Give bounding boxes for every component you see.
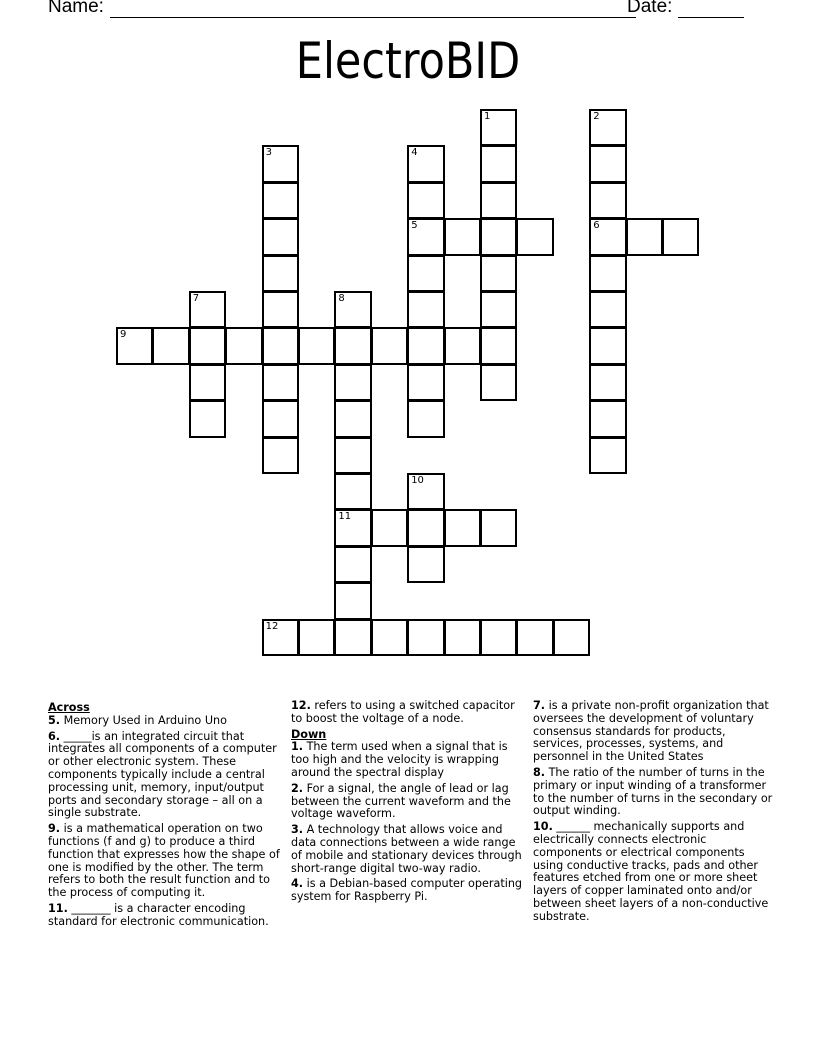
grid-cell[interactable] xyxy=(407,182,444,219)
grid-cell[interactable] xyxy=(189,400,226,437)
grid-cell[interactable] xyxy=(334,400,371,437)
grid-cell[interactable] xyxy=(589,182,626,219)
grid-cell[interactable] xyxy=(152,327,189,364)
grid-cell[interactable] xyxy=(589,400,626,437)
clue-across-6: 6. _____is an integrated circuit that integrates all components of a computer or other electronic system. These components typically include a central processing unit, memory, input/output ports and secondary storage – all on a single substrate. xyxy=(48,729,277,820)
grid-cell[interactable] xyxy=(262,400,299,437)
grid-cell[interactable] xyxy=(589,109,626,146)
clues-column-3 xyxy=(533,700,773,927)
name-label: Name: xyxy=(48,0,104,17)
clue-down-10: 10. ______ mechanically supports and electrically connects electronic components or electrical components using conductive tracks, pads and other features etched from one or more sheet layers of copper laminated onto and/or between sheet layers of a non-conductive substrate. xyxy=(533,820,769,923)
grid-cell[interactable] xyxy=(262,437,299,474)
clue-number: 2 xyxy=(593,111,600,122)
clue-number: 8 xyxy=(338,293,345,304)
grid-cell[interactable] xyxy=(334,582,371,619)
grid-cell[interactable] xyxy=(407,145,444,182)
clue-down-1: 1. The term used when a signal that is too high and the velocity is wrapping around the spectral display xyxy=(291,740,508,779)
grid-cell[interactable] xyxy=(480,218,517,255)
clue-down-2: 2. For a signal, the angle of lead or lag between the current waveform and the voltage waveform. xyxy=(291,781,511,821)
grid-cell[interactable] xyxy=(407,400,444,437)
clue-number: 10 xyxy=(411,475,424,486)
grid-cell[interactable] xyxy=(589,437,626,474)
clue-number: 7 xyxy=(192,293,200,304)
puzzle-title: ElectroBID xyxy=(295,32,521,90)
clue-across-12: 12. refers to using a switched capacitor to boost the voltage of a node. xyxy=(291,699,515,725)
grid-cell[interactable] xyxy=(516,619,553,656)
grid-cell[interactable] xyxy=(516,218,553,255)
grid-cell[interactable] xyxy=(262,364,299,401)
grid-cell[interactable] xyxy=(298,619,335,656)
grid-cell[interactable] xyxy=(480,327,517,364)
grid-cell[interactable] xyxy=(334,473,371,510)
grid-cell[interactable] xyxy=(662,218,699,255)
clue-number: 6 xyxy=(593,220,600,232)
grid-cell[interactable] xyxy=(480,619,517,656)
grid-cell[interactable] xyxy=(480,291,517,328)
clue-number: 1 xyxy=(484,111,491,122)
grid-cell[interactable] xyxy=(407,473,444,510)
date-label: Date: xyxy=(627,0,673,17)
grid-cell[interactable] xyxy=(444,218,481,255)
grid-cell[interactable] xyxy=(334,291,371,328)
grid-cell[interactable] xyxy=(407,619,444,656)
clue-number: 3 xyxy=(265,147,272,159)
grid-cell[interactable] xyxy=(407,255,444,292)
across-heading: Across xyxy=(48,701,90,714)
clue-across-11: 11. _______ is a character encoding standard for electronic communication. xyxy=(48,901,269,928)
down-heading: Down xyxy=(291,727,327,741)
grid-cell[interactable] xyxy=(334,546,371,583)
grid-cell[interactable] xyxy=(444,509,481,546)
grid-cell[interactable] xyxy=(407,509,444,546)
grid-cell[interactable] xyxy=(480,255,517,292)
clues-column-1 xyxy=(48,700,288,932)
grid-cell[interactable] xyxy=(371,327,408,364)
grid-cell[interactable] xyxy=(371,509,408,546)
grid-cell[interactable] xyxy=(480,109,517,146)
clue-number: 4 xyxy=(411,147,418,159)
grid-cell[interactable] xyxy=(589,364,626,401)
grid-cell[interactable] xyxy=(480,145,517,182)
grid-cell[interactable] xyxy=(407,364,444,401)
grid-cell[interactable] xyxy=(407,327,444,364)
grid-cell[interactable] xyxy=(626,218,663,255)
grid-cell[interactable] xyxy=(262,182,299,219)
grid-cell[interactable] xyxy=(589,327,626,364)
grid-cell[interactable] xyxy=(553,619,590,656)
grid-cell[interactable] xyxy=(407,218,444,255)
clues-column-2 xyxy=(291,700,527,907)
grid-cell[interactable] xyxy=(444,619,481,656)
grid-cell[interactable] xyxy=(407,546,444,583)
grid-cell[interactable] xyxy=(480,182,517,219)
grid-cell[interactable] xyxy=(371,619,408,656)
grid-cell[interactable] xyxy=(262,291,299,328)
clue-number: 11 xyxy=(338,511,352,523)
grid-cell[interactable] xyxy=(262,218,299,255)
grid-cell[interactable] xyxy=(334,364,371,401)
clue-number: 5 xyxy=(411,220,418,232)
grid-cell[interactable] xyxy=(589,145,626,182)
grid-cell[interactable] xyxy=(589,291,626,328)
grid-cell[interactable] xyxy=(262,255,299,292)
grid-cell[interactable] xyxy=(262,327,299,364)
clue-across-9: 9. is a mathematical operation on two functions (f and g) to produce a third function that expresses how the shape of one is modified by the other. The term refers to both the result function and to the process of computing it. xyxy=(48,822,280,900)
grid-cell[interactable] xyxy=(480,509,517,546)
grid-cell[interactable] xyxy=(189,291,226,328)
grid-cell[interactable] xyxy=(262,619,299,656)
grid-cell[interactable] xyxy=(334,437,371,474)
clue-across-5: 5. Memory Used in Arduino Uno xyxy=(48,713,227,727)
grid-cell[interactable] xyxy=(589,218,626,255)
grid-cell[interactable] xyxy=(116,327,153,364)
clue-number: 12 xyxy=(265,620,279,632)
clue-down-3: 3. A technology that allows voice and data connections between a wide range of mobile and stationary devices through short-range digital two-way radio. xyxy=(291,823,522,875)
grid-cell[interactable] xyxy=(298,327,335,364)
grid-cell[interactable] xyxy=(480,364,517,401)
grid-cell[interactable] xyxy=(334,619,371,656)
grid-cell[interactable] xyxy=(407,291,444,328)
clue-down-7: 7. is a private non-profit organization that oversees the development of voluntary consensus standards for products, services, processes, systems, and personnel in the United States xyxy=(533,699,769,764)
grid-cell[interactable] xyxy=(225,327,262,364)
grid-cell[interactable] xyxy=(262,145,299,182)
grid-cell[interactable] xyxy=(189,327,226,364)
grid-cell[interactable] xyxy=(444,327,481,364)
grid-cell[interactable] xyxy=(334,327,371,364)
clue-number: 9 xyxy=(120,329,127,341)
clue-down-4: 4. is a Debian-based computer operating system for Raspberry Pi. xyxy=(291,877,523,904)
clue-down-8: 8. The ratio of the number of turns in the primary or input winding of a transformer to the number of turns in the secondary or output winding. xyxy=(533,765,773,818)
grid-cell[interactable] xyxy=(334,509,371,546)
grid-cell[interactable] xyxy=(189,364,226,401)
grid-cell[interactable] xyxy=(589,255,626,292)
